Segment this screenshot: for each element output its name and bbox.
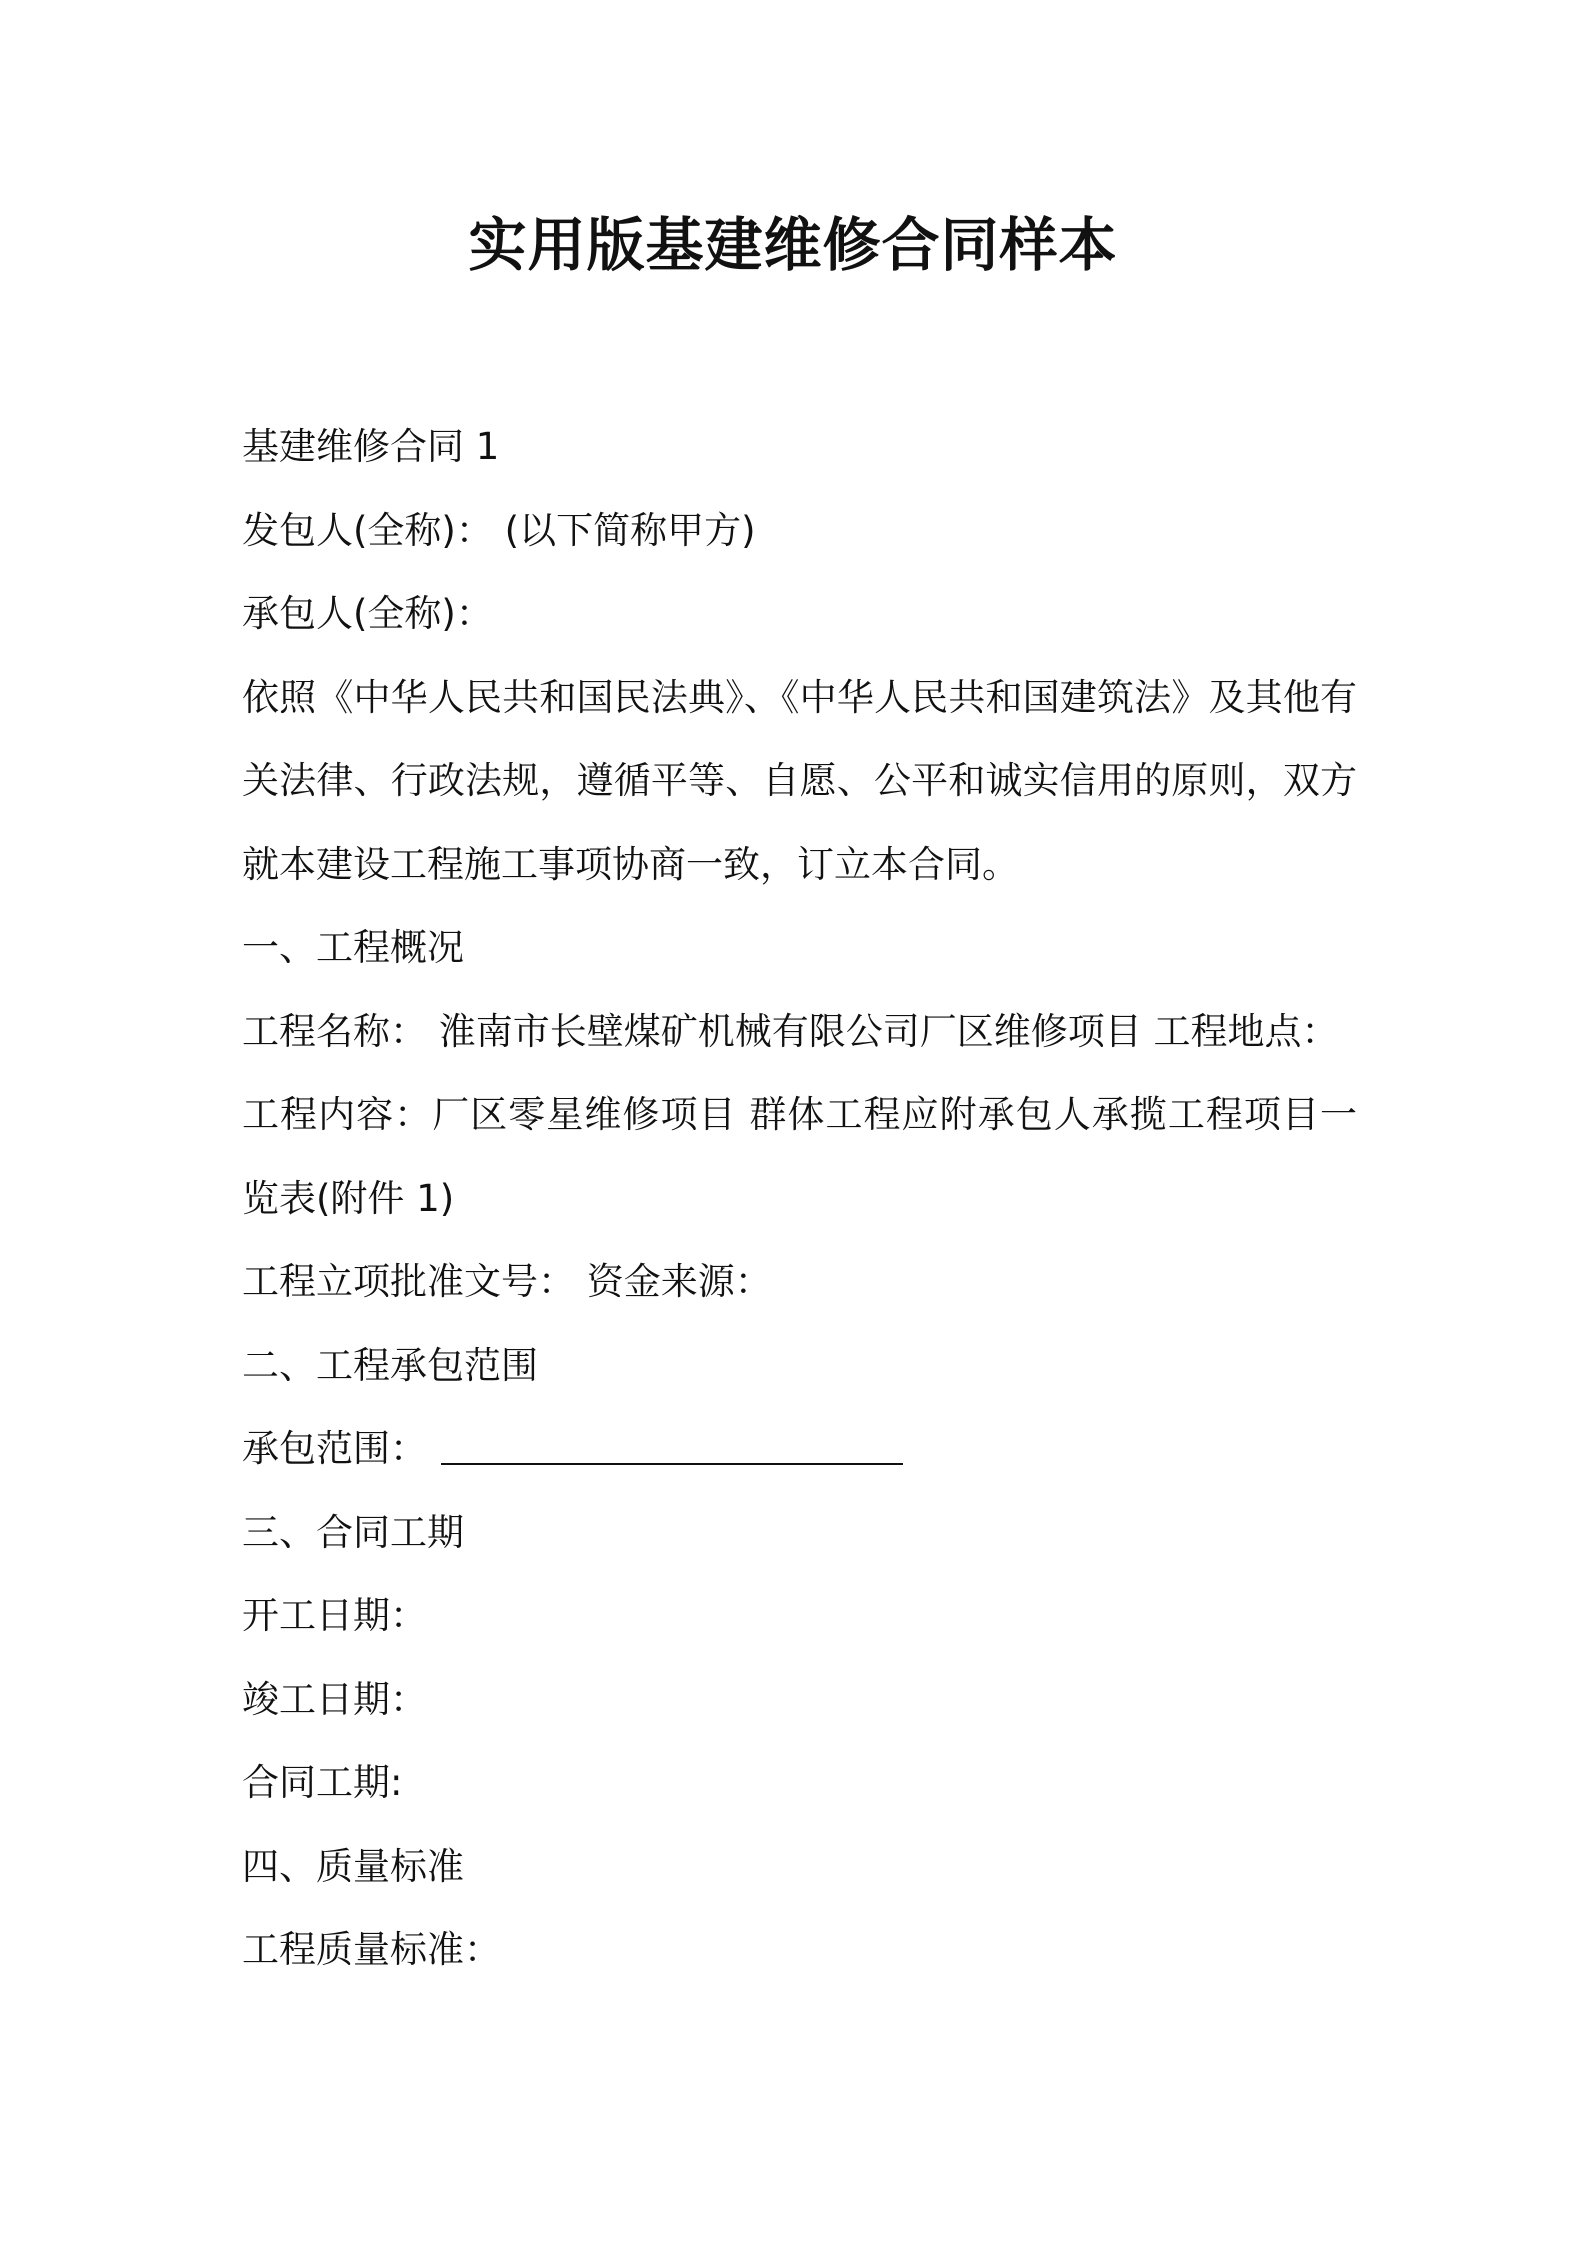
section-heading-2: 二、工程承包范围 xyxy=(242,1343,538,1387)
start-date-line: 开工日期： xyxy=(242,1594,427,1637)
preamble-line-1: 依照《中华人民共和国民法典》、《中华人民共和国建筑法》及其他有 xyxy=(242,675,1357,719)
employer-line: 发包人(全称)： (以下简称甲方) xyxy=(242,508,756,552)
scope-label: 承包范围： xyxy=(242,1427,427,1470)
section-heading-4: 四、质量标准 xyxy=(242,1844,464,1888)
completion-date-line: 竣工日期： xyxy=(242,1677,427,1721)
document-title: 实用版基建维修合同样本 xyxy=(468,211,1118,279)
project-content-line-2: 览表(附件 1) xyxy=(242,1176,455,1220)
approval-line: 工程立项批准文号： 资金来源： xyxy=(242,1260,772,1303)
contract-heading: 基建维修合同 1 xyxy=(242,425,500,468)
preamble-line-3: 就本建设工程施工事项协商一致，订立本合同。 xyxy=(242,842,1019,886)
section-heading-1: 一、工程概况 xyxy=(242,926,464,969)
contractor-line: 承包人(全称)： xyxy=(242,592,493,635)
project-content-line-1: 工程内容：厂区零星维修项目 群体工程应附承包人承揽工程项目一 xyxy=(242,1093,1357,1136)
scope-blank xyxy=(441,1463,903,1465)
preamble-line-2: 关法律、行政法规，遵循平等、自愿、公平和诚实信用的原则，双方 xyxy=(242,759,1357,802)
duration-line: 合同工期: xyxy=(242,1761,403,1804)
scope-line xyxy=(242,1407,1357,1491)
document-body xyxy=(242,405,1357,1992)
project-name-line: 工程名称： 淮南市长壁煤矿机械有限公司厂区维修项目 工程地点： xyxy=(242,1009,1339,1053)
section-heading-3: 三、合同工期 xyxy=(242,1510,464,1554)
quality-standard-line: 工程质量标准： xyxy=(242,1928,501,1971)
